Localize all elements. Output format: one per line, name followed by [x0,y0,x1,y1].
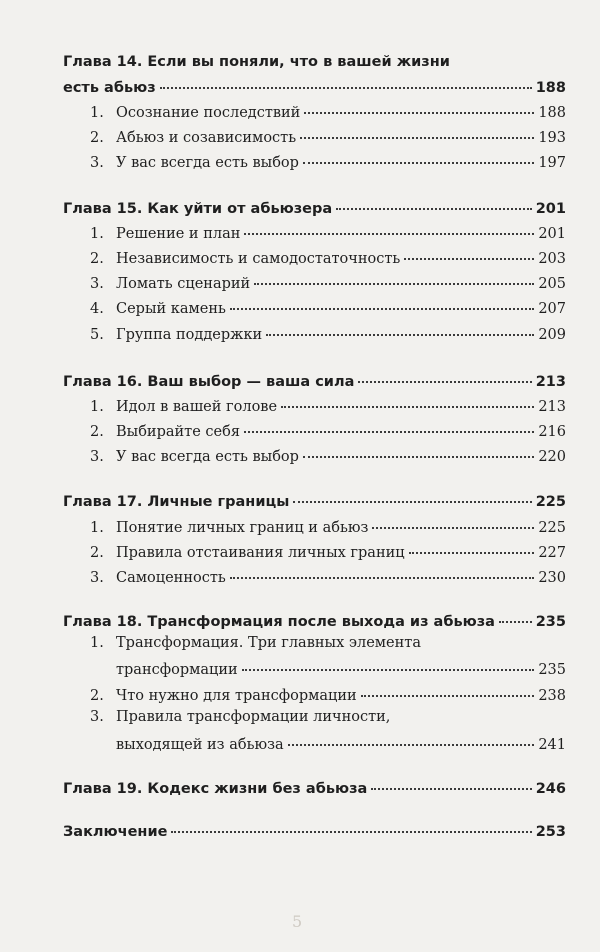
page-number: 203 [538,251,566,267]
toc-item [90,418,566,442]
page-number: 235 [538,662,566,678]
item-number: 1. [90,520,104,536]
page-number: 207 [538,301,566,317]
leader-dots [303,146,534,164]
leader-dots [230,561,534,579]
toc-item [90,149,566,173]
toc-item [90,321,566,345]
leader-dots [371,772,531,790]
item-title: Ломать сценарий [116,276,251,292]
item-title: Абьюз и созависимость [116,130,297,146]
toc-item [90,99,566,123]
chapter-19-title: Глава 19. Кодекс жизни без абьюза [63,781,368,797]
page-number: 209 [538,327,566,343]
item-number: 1. [90,226,104,242]
page-number: 227 [538,545,566,561]
item-title: Идол в вашей голове [116,399,278,415]
chapter-15-entry [63,195,566,219]
item-number: 2. [90,545,104,561]
item-title: Серый камень [116,301,226,317]
item-title: Самоценность [116,570,226,586]
item-number: 2. [90,130,104,146]
page-number: 253 [535,824,566,840]
leader-dots [242,653,534,671]
page-number: 235 [535,614,566,630]
item-number: 1. [90,635,104,651]
page-number: 201 [535,201,566,217]
leader-dots [230,292,534,310]
chapter-18-entry [63,608,566,632]
toc-item [90,564,566,588]
toc-item [90,295,566,319]
leader-dots [281,390,534,408]
leader-dots [361,679,534,697]
chapter-16-title: Глава 16. Ваш выбор — ваша сила [63,374,355,390]
page-number: 213 [535,374,566,390]
page-number: 241 [538,737,566,753]
item-title: трансформации [116,662,238,678]
leader-dots [288,728,534,746]
item-title: Трансформация. Три главных элемента [116,635,421,651]
chapter-17-entry [63,488,566,512]
toc-item [90,443,566,467]
toc-item [90,124,566,148]
chapter-18-title: Глава 18. Трансформация после выхода из абьюза [63,614,495,630]
item-title: Понятие личных границ и абьюз [116,520,369,536]
item-number: 3. [90,276,104,292]
toc-item [90,514,566,538]
page-number: 213 [538,399,566,415]
page-number: 188 [538,105,566,121]
page-number: 188 [535,80,566,96]
conclusion-entry [63,818,566,842]
toc-item-18-1-line2 [116,656,566,680]
leader-dots [303,440,534,458]
leader-dots [409,536,534,554]
item-number: 3. [90,155,104,171]
leader-dots [336,192,532,210]
chapter-19-entry [63,775,566,799]
toc-item [90,539,566,563]
conclusion-title: Заключение [63,824,168,840]
leader-dots [244,217,534,235]
leader-dots [499,605,532,623]
leader-dots [304,96,534,114]
chapter-15-title: Глава 15. Как уйти от абьюзера [63,201,333,217]
item-title: Осознание последствий [116,105,301,121]
leader-dots [293,485,531,503]
toc-item [90,245,566,269]
page-number: 220 [538,449,566,465]
page-number: 216 [538,424,566,440]
item-number: 2. [90,251,104,267]
page-number: 230 [538,570,566,586]
toc-item-18-1-line1 [90,633,421,653]
chapter-17-title: Глава 17. Личные границы [63,494,290,510]
toc-item [90,220,566,244]
item-number: 2. [90,424,104,440]
item-title: У вас всегда есть выбор [116,449,299,465]
item-number: 5. [90,327,104,343]
toc-item [90,682,566,706]
page-number: 197 [538,155,566,171]
toc-item [90,393,566,417]
item-number: 1. [90,105,104,121]
item-number: 1. [90,399,104,415]
page-number: 238 [538,688,566,704]
chapter-16-entry [63,368,566,392]
item-title: Независимость и самодостаточность [116,251,401,267]
leader-dots [404,242,534,260]
toc-item [90,270,566,294]
page-number: 201 [538,226,566,242]
page-number: 246 [535,781,566,797]
item-title: Что нужно для трансформации [116,688,357,704]
item-title: Правила трансформации личности, [116,709,391,725]
leader-dots [244,415,534,433]
leader-dots [358,365,531,383]
leader-dots [372,511,534,529]
item-title: Правила отстаивания личных границ [116,545,405,561]
leader-dots [171,815,531,833]
item-number: 2. [90,688,104,704]
page-number: 225 [538,520,566,536]
page-folio: 5 [292,912,303,931]
leader-dots [254,267,534,285]
leader-dots [300,121,534,139]
item-number: 4. [90,301,104,317]
page-number: 225 [535,494,566,510]
leader-dots [160,71,532,89]
toc-item-18-3-line2 [116,731,566,755]
item-title: Решение и план [116,226,241,242]
item-title: У вас всегда есть выбор [116,155,299,171]
item-title: Выбирайте себя [116,424,240,440]
item-title: выходящей из абьюза [116,737,284,753]
page-number: 193 [538,130,566,146]
toc-item-18-3-line1 [90,707,390,727]
chapter-14-title-line1: Глава 14. Если вы поняли, что в вашей жизни [63,54,450,70]
item-title: Группа поддержки [116,327,263,343]
page-number: 205 [538,276,566,292]
leader-dots [266,318,534,336]
item-number: 3. [90,570,104,586]
chapter-14-entry [63,74,566,98]
item-number: 3. [90,449,104,465]
chapter-14-title-line2: есть абьюз [63,80,156,96]
item-number: 3. [90,709,104,725]
